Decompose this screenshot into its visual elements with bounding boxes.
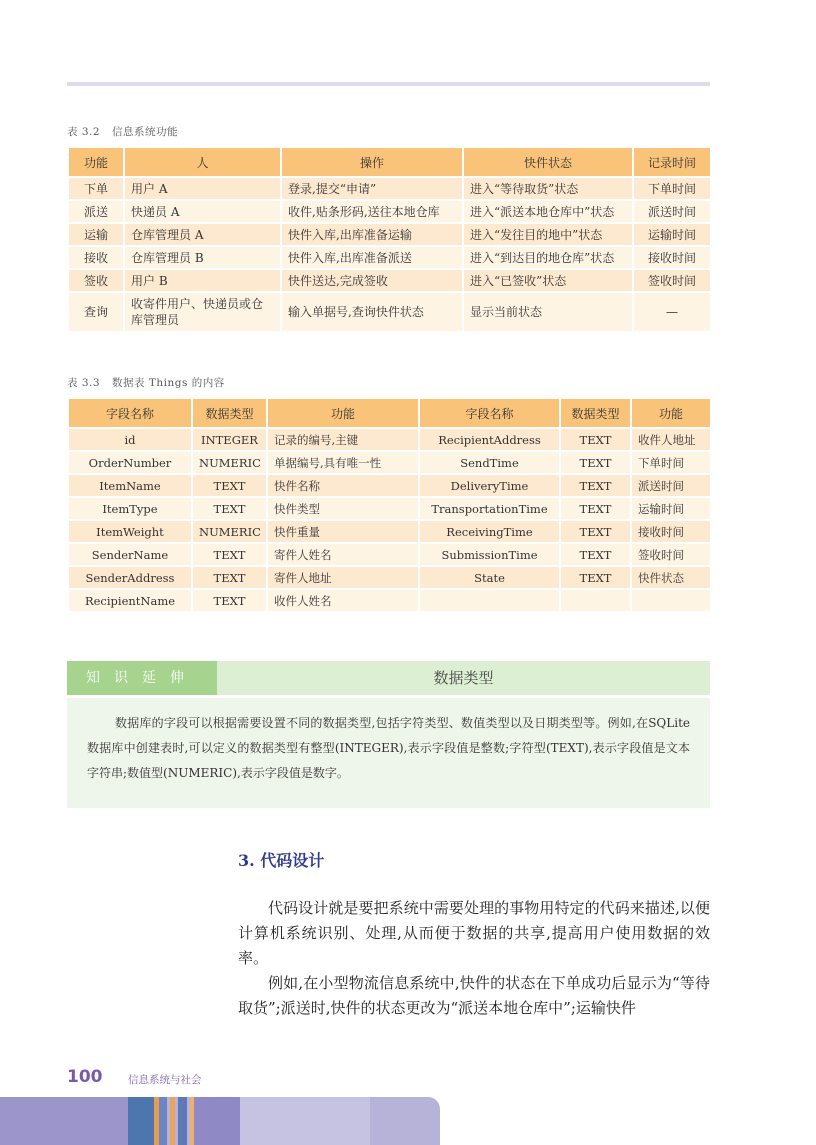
body-paragraph: 代码设计就是要把系统中需要处理的事物用特定的代码来描述,以便计算机系统识别、处理,从而便于数据的共享,提高用户使用数据的效率。 <box>238 899 710 967</box>
table-row <box>68 292 711 332</box>
table-cell: 快件入库,出库准备运输 <box>281 223 463 246</box>
table-cell: 派送 <box>68 200 124 223</box>
table-cell: TEXT <box>560 474 631 497</box>
table-cell: 进入“到达目的地仓库”状态 <box>463 246 633 269</box>
table-cell: OrderNumber <box>68 451 192 474</box>
table-cell: 单据编号,具有唯一性 <box>267 451 419 474</box>
table-cell: 运输时间 <box>633 223 711 246</box>
knowledge-extension-tag: 知识延伸 <box>67 661 217 695</box>
table-cell: ItemWeight <box>68 520 192 543</box>
table-cell: State <box>419 566 560 589</box>
table2-header-row <box>68 398 711 428</box>
table-cell: ItemName <box>68 474 192 497</box>
things-table-contents <box>67 397 712 613</box>
table-cell: TEXT <box>192 497 267 520</box>
table-cell: TransportationTime <box>419 497 560 520</box>
table-row <box>68 474 711 497</box>
table-row <box>68 428 711 451</box>
table1-caption-text: 信息系统功能 <box>112 126 179 138</box>
table-cell: TEXT <box>192 474 267 497</box>
table-cell: ItemType <box>68 497 192 520</box>
table-cell: NUMERIC <box>192 520 267 543</box>
table1-header-cell: 记录时间 <box>633 147 711 177</box>
footer-stripe <box>0 1097 128 1145</box>
footer-stripe <box>194 1097 240 1145</box>
table-cell: 下单 <box>68 177 124 200</box>
table-cell: 签收时间 <box>633 269 711 292</box>
knowledge-extension-title: 数据类型 <box>433 669 494 687</box>
table-row <box>68 451 711 474</box>
table-cell: 用户 A <box>124 177 281 200</box>
table2-header-cell: 功能 <box>267 398 419 428</box>
table1-header-row <box>68 147 711 177</box>
table-cell: 签收 <box>68 269 124 292</box>
table2-header-cell: 数据类型 <box>192 398 267 428</box>
table1-caption-number: 表 3.2 <box>67 126 101 138</box>
table-cell: 快件名称 <box>267 474 419 497</box>
table-cell: 寄件人姓名 <box>267 543 419 566</box>
table-cell: TEXT <box>192 589 267 612</box>
table-cell: 接收时间 <box>633 246 711 269</box>
table-cell: TEXT <box>560 520 631 543</box>
table1-caption <box>67 124 178 139</box>
table-row <box>68 497 711 520</box>
table1-header-cell: 操作 <box>281 147 463 177</box>
table-row <box>68 543 711 566</box>
table-cell: 下单时间 <box>631 451 711 474</box>
table-cell: SubmissionTime <box>419 543 560 566</box>
table-cell: INTEGER <box>192 428 267 451</box>
table-cell: 记录的编号,主键 <box>267 428 419 451</box>
table-row <box>68 589 711 612</box>
top-rule <box>67 82 710 86</box>
knowledge-extension-text: 数据库的字段可以根据需要设置不同的数据类型,包括字符类型、数值类型以及日期类型等。例如,在SQLite 数据库中创建表时,可以定义的数据类型有整型(INTEGER),表示字段值是整数;字符型(TEXT),表示字段值是文本字符串;数值型(NUMERIC),表示字段值是数字。 <box>87 716 691 780</box>
footer-stripe <box>170 1097 175 1145</box>
table-cell <box>631 589 711 612</box>
table-cell: 收件,贴条形码,送往本地仓库 <box>281 200 463 223</box>
table-row <box>68 246 711 269</box>
table-cell: DeliveryTime <box>419 474 560 497</box>
table-cell: 运输时间 <box>631 497 711 520</box>
table-cell: 下单时间 <box>633 177 711 200</box>
table-cell: TEXT <box>560 543 631 566</box>
table-cell: TEXT <box>192 566 267 589</box>
table-cell: NUMERIC <box>192 451 267 474</box>
table-cell: RecipientAddress <box>419 428 560 451</box>
table-row <box>68 520 711 543</box>
body-paragraph: 例如,在小型物流信息系统中,快件的状态在下单成功后显示为“等待取货”;派送时,快件的状态更改为“派送本地仓库中”;运输快件 <box>238 974 710 1017</box>
table2-header-cell: 字段名称 <box>419 398 560 428</box>
table-cell: 登录,提交“申请” <box>281 177 463 200</box>
table-cell: 进入“派送本地仓库中”状态 <box>463 200 633 223</box>
table-cell <box>419 589 560 612</box>
table2-caption-number: 表 3.3 <box>67 377 101 389</box>
table-cell: 快件状态 <box>631 566 711 589</box>
table-cell: 寄件人地址 <box>267 566 419 589</box>
book-title: 信息系统与社会 <box>128 1074 202 1086</box>
table1-header-cell: 人 <box>124 147 281 177</box>
table-cell: 快件重量 <box>267 520 419 543</box>
table-cell: 收寄件用户、快递员或仓库管理员 <box>124 292 281 332</box>
table-row <box>68 223 711 246</box>
table-cell: 仓库管理员 A <box>124 223 281 246</box>
table-cell: 快件类型 <box>267 497 419 520</box>
table-cell: SendTime <box>419 451 560 474</box>
table-cell: TEXT <box>192 543 267 566</box>
table-cell: SenderAddress <box>68 566 192 589</box>
table-row <box>68 269 711 292</box>
table-row <box>68 566 711 589</box>
table2-caption <box>67 375 225 390</box>
table-cell: 进入“发往目的地中”状态 <box>463 223 633 246</box>
table-cell: 接收时间 <box>631 520 711 543</box>
table-cell: — <box>633 292 711 332</box>
table-cell: 派送时间 <box>633 200 711 223</box>
table-cell: 输入单据号,查询快件状态 <box>281 292 463 332</box>
page-number: 100 <box>67 1067 103 1087</box>
table-cell: 快件送达,完成签收 <box>281 269 463 292</box>
table2-header-cell: 功能 <box>631 398 711 428</box>
table-cell: 接收 <box>68 246 124 269</box>
table-cell: RecipientName <box>68 589 192 612</box>
table1-header-cell: 功能 <box>68 147 124 177</box>
info-system-functions-table <box>67 146 712 333</box>
footer-stripe <box>240 1097 370 1145</box>
table-cell: 进入“等待取货”状态 <box>463 177 633 200</box>
table1-header-cell: 快件状态 <box>463 147 633 177</box>
table2-header-cell: 数据类型 <box>560 398 631 428</box>
footer-stripe <box>178 1097 187 1145</box>
table-cell: 派送时间 <box>631 474 711 497</box>
table-cell: 快递员 A <box>124 200 281 223</box>
table-cell: 收件人姓名 <box>267 589 419 612</box>
table-cell: 仓库管理员 B <box>124 246 281 269</box>
knowledge-extension-bar <box>67 661 710 695</box>
table-cell: TEXT <box>560 428 631 451</box>
table-cell: 显示当前状态 <box>463 292 633 332</box>
table-cell: ReceivingTime <box>419 520 560 543</box>
table-row <box>68 177 711 200</box>
table-cell: 运输 <box>68 223 124 246</box>
table-cell: 签收时间 <box>631 543 711 566</box>
table-cell: 查询 <box>68 292 124 332</box>
table-cell: TEXT <box>560 566 631 589</box>
table-cell: SenderName <box>68 543 192 566</box>
footer-stripe <box>128 1097 154 1145</box>
table-cell: TEXT <box>560 451 631 474</box>
table-cell: 用户 B <box>124 269 281 292</box>
table-cell: 收件人地址 <box>631 428 711 451</box>
table-cell: 进入“已签收”状态 <box>463 269 633 292</box>
table-cell <box>560 589 631 612</box>
table2-header-cell: 字段名称 <box>68 398 192 428</box>
table-cell: id <box>68 428 192 451</box>
table2-caption-text: 数据表 Things 的内容 <box>112 377 225 389</box>
footer-stripe <box>159 1097 167 1145</box>
knowledge-extension-body <box>67 698 710 808</box>
table-row <box>68 200 711 223</box>
section-heading: 3. 代码设计 <box>238 851 325 870</box>
table-cell: TEXT <box>560 497 631 520</box>
table-cell: 快件入库,出库准备派送 <box>281 246 463 269</box>
